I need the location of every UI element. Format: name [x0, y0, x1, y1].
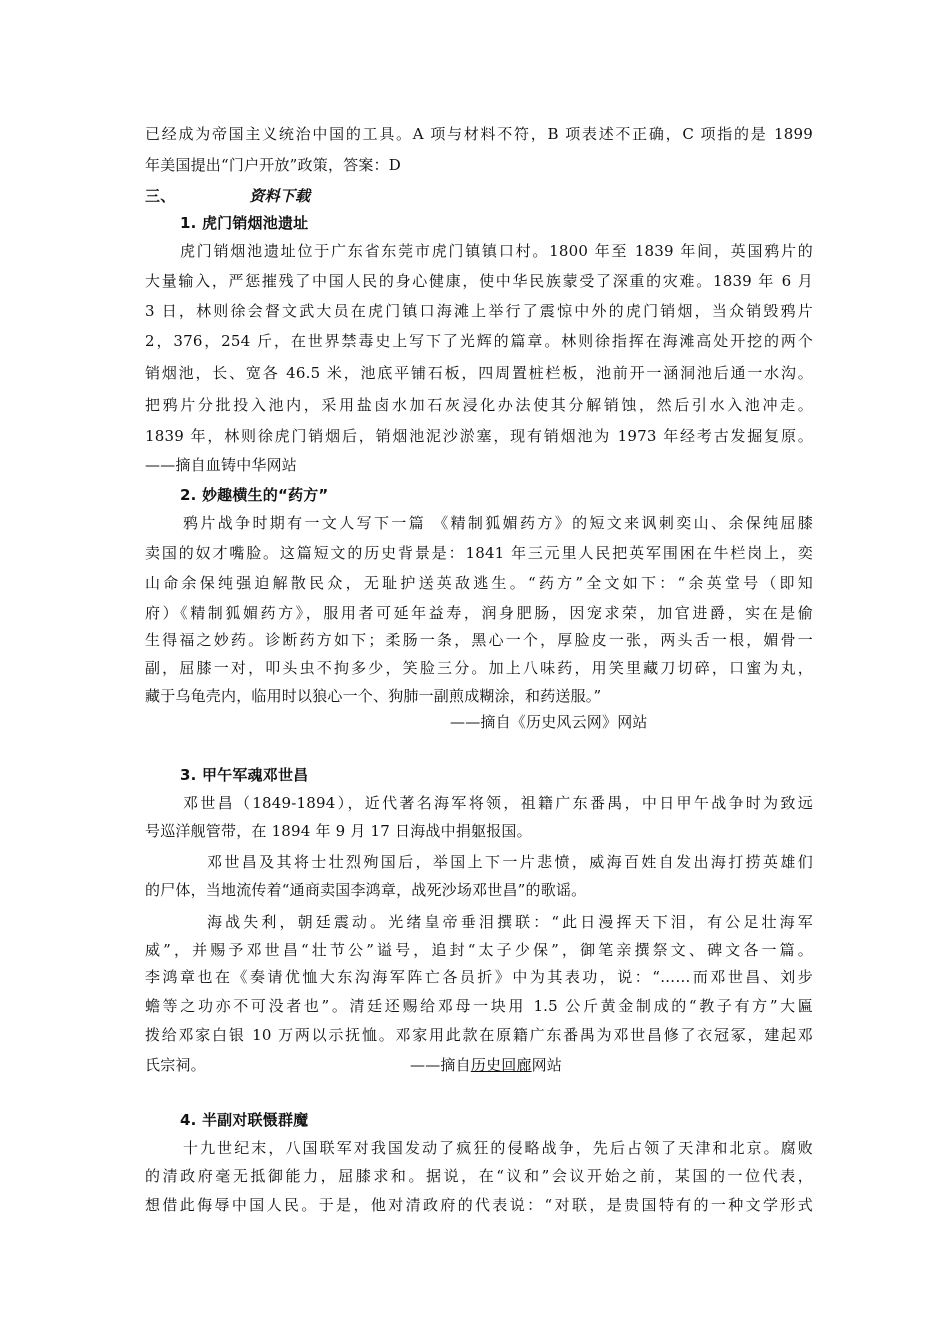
- item-2-line: 卖国的奴才嘴脸。这篇短文的历史背景是：1841 年三元里人民把英军围困在牛栏岗上，奕: [145, 544, 813, 562]
- item-3-line: 蟾等之功亦不可没者也”。清廷还赐给邓母一块用 1.5 公斤黄金制成的“教子有方”大匾: [145, 997, 813, 1015]
- item-1-heading: 1. 虎门销烟池遗址: [180, 214, 309, 232]
- item-2-line: 府）《精制狐媚药方》，服用者可延年益寿，润身肥肠，因宠求荣，加官进爵，实在是偷: [145, 604, 813, 622]
- item-3-line: 邓世昌（1849-1894），近代著名海军将领，祖籍广东番禺，中日甲午战争时为致远: [183, 794, 813, 812]
- intro-line-2: 年美国提出“门户开放”政策，答案：D: [145, 156, 401, 174]
- item-3-line: 邓世昌及其将士壮烈殉国后，举国上下一片悲愤，威海百姓自发出海打捞英雄们: [207, 853, 813, 871]
- item-2-heading: 2. 妙趣横生的“药方”: [180, 486, 329, 504]
- section-heading: [145, 186, 813, 206]
- item-3-line: 拨给邓家白银 10 万两以示抚恤。邓家用此款在原籍广东番禺为邓世昌修了衣冠冢，建起邓: [145, 1026, 813, 1044]
- item-2-line: 山命余保纯强迫解散民众，无耻护送英敌逃生。“药方”全文如下：“余英堂号（即知: [145, 574, 813, 592]
- item-1-line: 2，376，254 斤，在世界禁毒史上写下了光辉的篇章。林则徐指挥在海滩高处开挖的两个: [145, 332, 813, 350]
- item-3-line: 海战失利，朝廷震动。光绪皇帝垂泪撰联：“此日漫挥天下泪，有公足壮海军: [207, 913, 813, 931]
- item-1-source: ——摘自血铸中华网站: [145, 456, 298, 474]
- item-1-line: 1839 年，林则徐虎门销烟后，销烟池泥沙淤塞，现有销烟池为 1973 年经考古发掘复原。: [145, 427, 813, 445]
- item-1-line: 销烟池，长、宽各 46.5 米，池底平铺石板，四周置桩栏板，池前开一涵洞池后通一水沟。: [145, 364, 813, 382]
- intro-line-1: 已经成为帝国主义统治中国的工具。A 项与材料不符，B 项表述不正确，C 项指的是 1899: [145, 125, 813, 143]
- item-2-line: 生得福之妙药。诊断药方如下；柔肠一条，黑心一个，厚脸皮一张，两头舌一根，媚骨一: [145, 631, 813, 649]
- item-3-line: 李鸿章也在《奏请优恤大东沟海军阵亡各员折》中为其表功，说：“……而邓世昌、刘步: [145, 968, 813, 986]
- item-4-line: 十九世纪末，八国联军对我国发动了疯狂的侵略战争，先后占领了天津和北京。腐败: [183, 1139, 813, 1157]
- section-title: 资料下载: [249, 187, 311, 205]
- item-1-line: 大量输入，严惩摧残了中国人民的身心健康，使中华民族蒙受了深重的灾难。1839 年 6 月: [145, 272, 813, 290]
- section-number: 三、: [145, 187, 176, 205]
- item-3-source: [410, 1055, 710, 1075]
- item-2-line: 副，屈膝一对，叩头虫不拘多少，笑脸三分。加上八味药，用笑里藏刀切碎，口蜜为丸，: [145, 659, 813, 677]
- item-2-source: ——摘自《历史风云网》网站: [450, 713, 648, 731]
- item-3-heading: 3. 甲午军魂邓世昌: [180, 766, 309, 784]
- item-2-line: 鸦片战争时期有一文人写下一篇 《精制狐媚药方》的短文来讽刺奕山、余保纯屈膝: [183, 514, 813, 532]
- item-4-line: 的清政府毫无抵御能力，屈膝求和。据说，在“议和”会议开始之前，某国的一位代表，: [145, 1167, 813, 1185]
- item-1-line: 3 日，林则徐会督文武大员在虎门镇口海滩上举行了震惊中外的虎门销烟，当众销毁鸦片: [145, 302, 813, 320]
- item-3-source-prefix: ——摘自: [410, 1056, 471, 1074]
- item-3-source-link[interactable]: 历史回廊: [470, 1056, 532, 1074]
- item-2-line: 藏于乌龟壳内，临用时以狼心一个、狗肺一副煎成糊涂，和药送服。”: [145, 687, 602, 705]
- item-3-line: 号巡洋舰管带，在 1894 年 9 月 17 日海战中捐躯报国。: [145, 822, 532, 840]
- item-4-heading: 4. 半副对联慑群魔: [180, 1111, 309, 1129]
- item-3-last-line: 氏宗祠。: [145, 1056, 206, 1074]
- item-3-line: 的尸体，当地流传着“通商卖国李鸿章，战死沙场邓世昌”的歌谣。: [145, 881, 587, 899]
- item-4-line: 想借此侮辱中国人民。于是，他对清政府的代表说：“对联，是贵国特有的一种文学形式: [145, 1196, 813, 1214]
- item-3-source-suffix: 网站: [531, 1056, 563, 1074]
- item-3-line: 威”，并赐予邓世昌“壮节公”谥号，追封“太子少保”，御笔亲撰祭文、碑文各一篇。: [145, 941, 813, 959]
- item-1-line: 把鸦片分批投入池内，采用盐卤水加石灰浸化办法使其分解销蚀，然后引水入池冲走。: [145, 396, 813, 414]
- item-1-line: 虎门销烟池遗址位于广东省东莞市虎门镇镇口村。1800 年至 1839 年间，英国鸦片的: [180, 242, 813, 260]
